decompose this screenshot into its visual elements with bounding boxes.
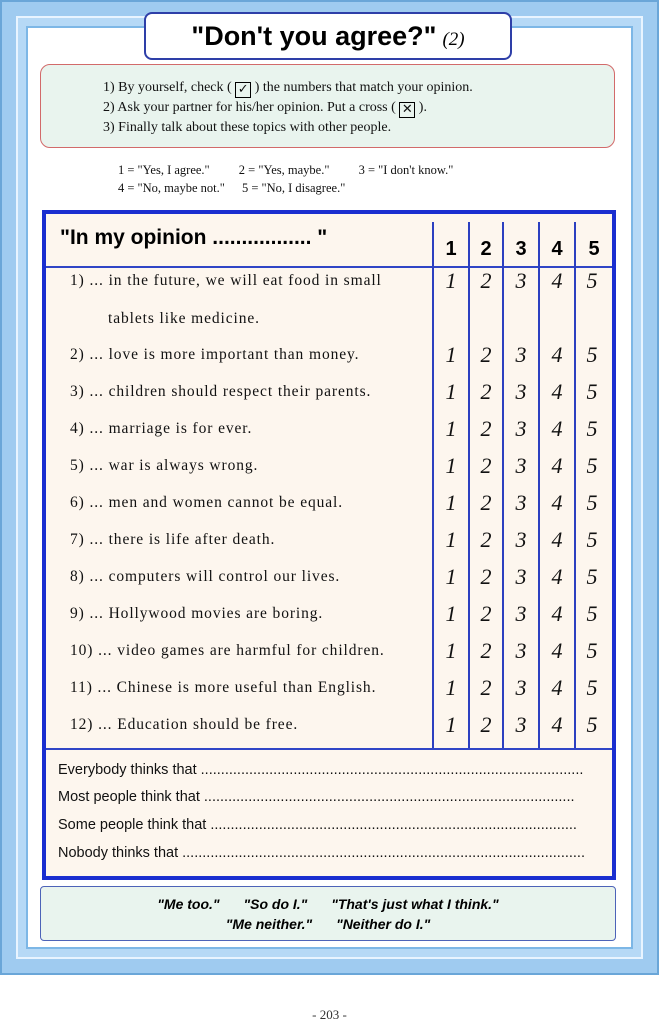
rating-option-2[interactable]: 2 bbox=[480, 638, 492, 663]
rating-option-5[interactable]: 5 bbox=[586, 675, 598, 700]
useful-phrases-box bbox=[40, 886, 616, 941]
phrases-line-1 bbox=[41, 894, 615, 914]
rating-option-4[interactable]: 4 bbox=[551, 453, 563, 478]
statement-8: 8) ... computers will control our lives. bbox=[70, 568, 341, 585]
rating-option-2[interactable]: 2 bbox=[480, 675, 492, 700]
rating-option-5[interactable]: 5 bbox=[586, 490, 598, 515]
rating-option-2[interactable]: 2 bbox=[480, 416, 492, 441]
column-header-5: 5 bbox=[588, 238, 600, 260]
rating-option-4[interactable]: 4 bbox=[551, 712, 563, 737]
rating-option-2[interactable]: 2 bbox=[480, 527, 492, 552]
rating-option-3[interactable]: 3 bbox=[515, 638, 527, 663]
rating-option-3[interactable]: 3 bbox=[515, 416, 527, 441]
page-number: - 203 - bbox=[312, 1007, 347, 1022]
rating-option-3[interactable]: 3 bbox=[515, 712, 527, 737]
table-header bbox=[46, 214, 612, 268]
summary-line-1[interactable]: Everybody thinks that ............................................................................................... bbox=[58, 762, 584, 778]
phrase: "So do I." bbox=[243, 896, 308, 912]
title-box bbox=[144, 12, 512, 60]
column-separator bbox=[538, 222, 540, 748]
rating-option-2[interactable]: 2 bbox=[480, 268, 492, 293]
rating-option-3[interactable]: 3 bbox=[515, 564, 527, 589]
rating-option-3[interactable]: 3 bbox=[515, 675, 527, 700]
rating-option-1[interactable]: 1 bbox=[445, 712, 457, 737]
page-title-number: (2) bbox=[442, 29, 465, 50]
phrase: "That's just what I think." bbox=[331, 896, 499, 912]
checkbox-check-icon: ✓ bbox=[235, 82, 251, 98]
opinion-table bbox=[42, 210, 616, 880]
rating-option-2[interactable]: 2 bbox=[480, 564, 492, 589]
rating-option-5[interactable]: 5 bbox=[586, 342, 598, 367]
rating-option-1[interactable]: 1 bbox=[445, 342, 457, 367]
rating-option-3[interactable]: 3 bbox=[515, 342, 527, 367]
instruction-2-start: 2) Ask your partner for his/her opinion. Put a cross ( bbox=[103, 100, 396, 115]
column-separator bbox=[574, 222, 576, 748]
instruction-2-end: ). bbox=[418, 100, 427, 115]
rating-option-2[interactable]: 2 bbox=[480, 712, 492, 737]
column-header-1: 1 bbox=[445, 238, 457, 260]
rating-option-2[interactable]: 2 bbox=[480, 490, 492, 515]
statement-6: 6) ... men and women cannot be equal. bbox=[70, 494, 344, 511]
table-heading: "In my opinion ................. " bbox=[60, 226, 328, 249]
legend-item: 4 = "No, maybe not." bbox=[118, 181, 225, 195]
column-header-3: 3 bbox=[515, 238, 527, 260]
rating-option-1[interactable]: 1 bbox=[445, 638, 457, 663]
statement-4: 4) ... marriage is for ever. bbox=[70, 420, 253, 437]
column-separator bbox=[468, 222, 470, 748]
rating-option-4[interactable]: 4 bbox=[551, 268, 563, 293]
rating-option-1[interactable]: 1 bbox=[445, 527, 457, 552]
instruction-3: 3) Finally talk about these topics with other people. bbox=[103, 120, 392, 135]
summary-line-3[interactable]: Some people think that ........................................................................................... bbox=[58, 817, 577, 833]
rating-option-5[interactable]: 5 bbox=[586, 601, 598, 626]
instructions-box bbox=[40, 64, 615, 148]
rating-option-5[interactable]: 5 bbox=[586, 564, 598, 589]
rating-option-3[interactable]: 3 bbox=[515, 490, 527, 515]
rating-option-2[interactable]: 2 bbox=[480, 453, 492, 478]
phrases-line-2 bbox=[41, 914, 615, 934]
legend-item: 2 = "Yes, maybe." bbox=[238, 163, 330, 177]
rating-option-2[interactable]: 2 bbox=[480, 601, 492, 626]
rating-option-5[interactable]: 5 bbox=[586, 527, 598, 552]
rating-option-1[interactable]: 1 bbox=[445, 601, 457, 626]
statement-7: 7) ... there is life after death. bbox=[70, 531, 276, 548]
legend-item: 3 = "I don't know." bbox=[358, 163, 454, 177]
statement-1: 1) ... in the future, we will eat food in small bbox=[70, 272, 382, 289]
rating-option-5[interactable]: 5 bbox=[586, 379, 598, 404]
legend-item: 5 = "No, I disagree." bbox=[241, 181, 346, 195]
rating-option-2[interactable]: 2 bbox=[480, 342, 492, 367]
rating-option-3[interactable]: 3 bbox=[515, 527, 527, 552]
column-header-2: 2 bbox=[480, 238, 492, 260]
rating-option-4[interactable]: 4 bbox=[551, 379, 563, 404]
rating-option-4[interactable]: 4 bbox=[551, 675, 563, 700]
column-separator bbox=[502, 222, 504, 748]
statement-10: 10) ... video games are harmful for children. bbox=[70, 642, 385, 659]
rating-option-5[interactable]: 5 bbox=[586, 712, 598, 737]
rating-option-1[interactable]: 1 bbox=[445, 490, 457, 515]
phrase: "Me neither." bbox=[225, 916, 313, 932]
rating-option-3[interactable]: 3 bbox=[515, 268, 527, 293]
rating-option-3[interactable]: 3 bbox=[515, 601, 527, 626]
rating-option-4[interactable]: 4 bbox=[551, 638, 563, 663]
statement-5: 5) ... war is always wrong. bbox=[70, 457, 259, 474]
rating-option-4[interactable]: 4 bbox=[551, 601, 563, 626]
rating-option-1[interactable]: 1 bbox=[445, 453, 457, 478]
rating-option-1[interactable]: 1 bbox=[445, 379, 457, 404]
statement-11: 11) ... Chinese is more useful than English. bbox=[70, 679, 377, 696]
statement-1-continued: tablets like medicine. bbox=[108, 310, 260, 327]
statement-2: 2) ... love is more important than money. bbox=[70, 346, 360, 363]
rating-option-5[interactable]: 5 bbox=[586, 638, 598, 663]
rating-option-4[interactable]: 4 bbox=[551, 342, 563, 367]
rating-option-1[interactable]: 1 bbox=[445, 564, 457, 589]
rating-option-3[interactable]: 3 bbox=[515, 379, 527, 404]
instruction-1 bbox=[103, 78, 614, 98]
scale-legend bbox=[118, 161, 479, 197]
column-header-4: 4 bbox=[551, 238, 563, 260]
summary-line-4[interactable]: Nobody thinks that .................................................................................................... bbox=[58, 845, 585, 861]
rating-option-4[interactable]: 4 bbox=[551, 527, 563, 552]
instruction-2 bbox=[103, 98, 614, 118]
rating-option-1[interactable]: 1 bbox=[445, 268, 457, 293]
legend-item: 1 = "Yes, I agree." bbox=[118, 163, 210, 177]
page-title: "Don't you agree?" bbox=[191, 21, 437, 51]
rating-option-5[interactable]: 5 bbox=[586, 416, 598, 441]
rating-option-5[interactable]: 5 bbox=[586, 453, 598, 478]
summary-line-2[interactable]: Most people think that ............................................................................................ bbox=[58, 789, 575, 805]
rating-option-4[interactable]: 4 bbox=[551, 490, 563, 515]
phrase: "Neither do I." bbox=[336, 916, 431, 932]
rating-option-2[interactable]: 2 bbox=[480, 379, 492, 404]
statement-9: 9) ... Hollywood movies are boring. bbox=[70, 605, 324, 622]
instruction-1-start: 1) By yourself, check ( bbox=[103, 80, 232, 95]
rating-option-5[interactable]: 5 bbox=[586, 268, 598, 293]
rating-option-1[interactable]: 1 bbox=[445, 675, 457, 700]
table-divider bbox=[46, 748, 612, 750]
rating-option-3[interactable]: 3 bbox=[515, 453, 527, 478]
checkbox-cross-icon: ✕ bbox=[399, 102, 415, 118]
rating-option-4[interactable]: 4 bbox=[551, 564, 563, 589]
instruction-1-end: ) the numbers that match your opinion. bbox=[254, 80, 473, 95]
rating-option-4[interactable]: 4 bbox=[551, 416, 563, 441]
phrase: "Me too." bbox=[157, 896, 220, 912]
statement-3: 3) ... children should respect their parents. bbox=[70, 383, 372, 400]
rating-option-1[interactable]: 1 bbox=[445, 416, 457, 441]
statement-12: 12) ... Education should be free. bbox=[70, 716, 299, 733]
column-separator bbox=[432, 222, 434, 748]
